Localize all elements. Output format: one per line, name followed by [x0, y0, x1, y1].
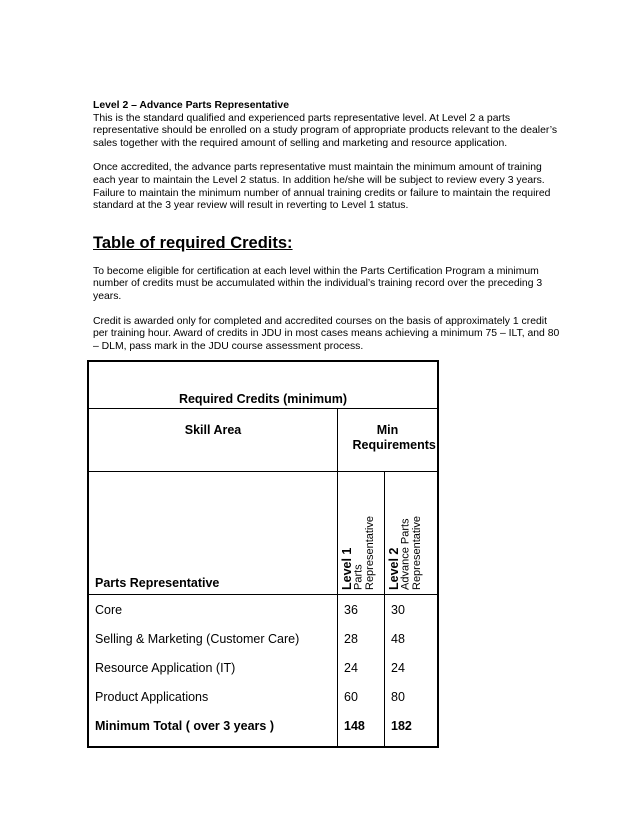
- row-level2-value: 48: [385, 624, 439, 653]
- credits-heading: Table of required Credits:: [93, 233, 293, 252]
- level1-header: [338, 472, 385, 595]
- credits-para1: To become eligible for certification at each level within the Parts Certification Program a minimum number of credits must be accumulated within the individual’s training record over the preceding 3 years.: [93, 265, 543, 302]
- document-page: [93, 100, 563, 365]
- level2-para1: This is the standard qualified and experienced parts representative level. At Level 2 a parts representative should be enrolled on a study program of appropriate products relevant to the dealer’s sales together with the required amount of selling and marketing and resource application.: [93, 112, 558, 149]
- row-level1-value: 24: [338, 653, 385, 682]
- min-requirements-header: [338, 409, 439, 472]
- level2-heading: Level 2 – Advance Parts Representative: [93, 100, 289, 111]
- row-level1-value: 28: [338, 624, 385, 653]
- row-level2-value: 24: [385, 653, 439, 682]
- row-label: Resource Application (IT): [88, 653, 338, 682]
- total-label: Minimum Total ( over 3 years ): [88, 711, 338, 747]
- table-title: Required Credits (minimum): [178, 392, 348, 406]
- table-title-cell: [88, 361, 438, 409]
- table-row: [88, 653, 438, 682]
- total-level2-value: 182: [385, 711, 439, 747]
- row-level1-value: 60: [338, 682, 385, 711]
- min-requirements-label: Min Requirements: [352, 423, 436, 452]
- level2-para2: Once accredited, the advance parts representative must maintain the minimum amount of training each year to maintain the Level 2 status. In addition he/she will be subject to review every 3 years. Failure to maintain the minimum number of annual training credits or failure to maintain the required standard at the 3 year review will result in reverting to Level 1 status.: [93, 162, 551, 212]
- total-level1-value: 148: [338, 711, 385, 747]
- row-level1-value: 36: [338, 595, 385, 625]
- level2-title: Level 2: [387, 547, 401, 590]
- row-level2-value: 30: [385, 595, 439, 625]
- level1-rotated-label: [342, 516, 377, 590]
- row-level2-value: 80: [385, 682, 439, 711]
- level1-line2: Parts: [352, 564, 365, 590]
- level2-line3: Representative: [411, 516, 423, 590]
- level2-section: [93, 100, 563, 150]
- level2-rotated-label: [389, 516, 424, 590]
- level2-header: [385, 472, 439, 595]
- table-total-row: [88, 711, 438, 747]
- table-row: [88, 624, 438, 653]
- level2-line2: Advance Parts: [399, 518, 412, 590]
- skill-area-header: [88, 409, 338, 472]
- level1-title: Level 1: [340, 547, 354, 590]
- credits-table: [87, 360, 439, 748]
- level1-line3: Representative: [364, 516, 376, 590]
- credits-para2: Credit is awarded only for completed and accredited courses on the basis of approximately 1 credit per training hour. Award of credits in JDU in most cases means achieving a minimum 75 – ILT, and 80 – DLM, pass mark in the JDU course assessment process.: [93, 315, 560, 352]
- table-row: [88, 595, 438, 625]
- row-label: Core: [88, 595, 338, 625]
- row-label: Product Applications: [88, 682, 338, 711]
- table-row: [88, 682, 438, 711]
- parts-rep-label: Parts Representative: [95, 576, 220, 590]
- row-label: Selling & Marketing (Customer Care): [88, 624, 338, 653]
- skill-area-label: Skill Area: [184, 423, 242, 437]
- parts-rep-header: [88, 472, 338, 595]
